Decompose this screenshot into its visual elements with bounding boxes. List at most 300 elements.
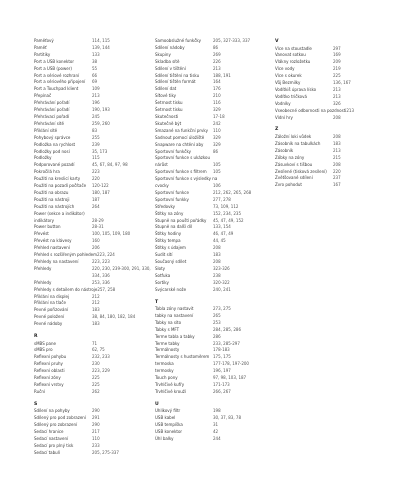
index-term: Podložky xyxy=(34,155,52,161)
index-entry xyxy=(155,231,277,238)
index-entry xyxy=(34,245,156,252)
index-page-numbers: 205, 275-337 xyxy=(92,449,119,455)
index-entry xyxy=(155,93,277,100)
index-term: Zesílené (tisková zesílení) xyxy=(275,168,327,174)
index-entry xyxy=(34,389,156,396)
index-entry xyxy=(34,259,156,266)
index-page-numbers: 176 xyxy=(213,86,221,92)
index-term: Sadnout pomocí úložiště xyxy=(155,134,205,140)
index-term: Šetrnost tisku xyxy=(155,107,183,113)
index-page-numbers: 326 xyxy=(333,100,341,106)
index-page-numbers: 115 xyxy=(92,155,100,161)
index-term: tabky na nastavení xyxy=(155,312,194,318)
index-term: Použití na nástrojích xyxy=(34,203,75,209)
index-term: Středovky xyxy=(155,203,176,209)
index-entry xyxy=(34,176,156,183)
index-page-numbers: 255 xyxy=(92,134,100,140)
index-page-numbers: 277, 278 xyxy=(213,196,231,202)
index-term: Převést xyxy=(34,231,49,237)
index-entry xyxy=(34,375,156,382)
index-entry xyxy=(155,190,277,197)
index-entry xyxy=(34,79,156,86)
index-letter-heading: R xyxy=(34,334,38,340)
index-page-numbers: 62, 75 xyxy=(92,347,105,353)
index-term: indikátory xyxy=(34,217,55,223)
index-page-numbers: 220 xyxy=(333,168,341,174)
index-term: sMBS pane xyxy=(34,340,57,346)
index-term: Terme tabla a tabky xyxy=(155,333,195,339)
index-term: termosky xyxy=(155,368,174,374)
index-entry xyxy=(155,354,277,361)
index-page-numbers: 167 xyxy=(333,182,341,188)
index-page-numbers: 206 xyxy=(92,245,100,251)
index-page-numbers: 291 xyxy=(92,415,100,421)
index-page-numbers: 73, 109, 112 xyxy=(213,203,239,209)
index-term: Termálnosty s hustoměrem xyxy=(155,354,210,360)
index-entry xyxy=(155,375,277,382)
index-entry xyxy=(34,100,156,107)
index-term: USB konektor xyxy=(155,429,183,435)
index-page-numbers: 175, 175 xyxy=(213,354,231,360)
index-page-numbers: 239 xyxy=(92,141,100,147)
index-entry xyxy=(34,135,156,142)
index-page-numbers: 120-122 xyxy=(92,183,109,189)
index-page-numbers: 245 xyxy=(92,113,100,119)
index-page-numbers: 208 xyxy=(333,114,341,120)
index-entry xyxy=(155,415,277,422)
index-entry xyxy=(155,128,277,135)
index-page-numbers: 208 xyxy=(333,161,341,167)
index-page-numbers: 219 xyxy=(333,66,341,72)
index-term: Tabky na síto xyxy=(155,319,182,325)
index-page-numbers: 205, 327-333, 337 xyxy=(213,38,251,43)
index-entry xyxy=(34,429,156,436)
index-term: Zásobník na tabulkách xyxy=(275,140,321,146)
index-page-numbers: 171-173 xyxy=(213,382,230,387)
index-term: Přiklání sítě xyxy=(34,127,58,133)
index-term: Trvhlčivé krouží xyxy=(155,388,186,394)
index-page-numbers: 242 xyxy=(213,120,221,126)
index-term: Sdílení na pohyby xyxy=(34,408,70,414)
index-entry xyxy=(155,238,277,245)
index-page-numbers: 290 xyxy=(92,408,100,414)
index-term: Sedací pro plný tisk xyxy=(34,442,74,448)
index-entry xyxy=(34,252,156,259)
index-entry xyxy=(34,149,156,156)
index-page-numbers: 244 xyxy=(213,435,221,441)
index-term: Tabla zóny nastavit xyxy=(155,306,194,312)
index-term: Pevné položení xyxy=(34,314,65,320)
index-entry xyxy=(155,149,277,156)
index-entry xyxy=(155,204,277,211)
index-entry xyxy=(34,300,156,307)
index-page-numbers: 223, 223 xyxy=(92,259,110,264)
index-page-numbers: 180, 187 xyxy=(92,189,110,195)
index-entry xyxy=(155,252,277,259)
index-column-1 xyxy=(34,38,156,457)
index-term: Sdílený pro pod zobrazení xyxy=(34,415,86,421)
index-entry xyxy=(34,197,156,204)
index-page-numbers: 223 xyxy=(92,169,100,175)
index-page-numbers: 266, 267 xyxy=(213,388,231,394)
index-page-numbers: 269 xyxy=(213,51,221,57)
index-term: Štítky s údajem xyxy=(155,245,186,251)
index-page-numbers: 28-29 xyxy=(92,217,104,223)
index-page-numbers: 46, 47, 49 xyxy=(213,231,234,237)
index-term: Použití na pozadí počítače xyxy=(34,183,87,189)
index-entry xyxy=(155,224,277,231)
index-page-numbers: 42 xyxy=(213,429,219,435)
index-entry xyxy=(155,73,277,80)
index-page-numbers: 323-326 xyxy=(213,265,230,271)
index-term: Úhl balky xyxy=(155,435,174,441)
index-entry xyxy=(34,368,156,375)
index-term: cvocky xyxy=(155,183,169,189)
index-term: Zvětšované sdílení xyxy=(275,175,313,181)
index-term: Pohybový správce xyxy=(34,134,71,140)
index-page-numbers: 188, 191 xyxy=(213,72,231,78)
index-page-numbers: 273, 275 xyxy=(213,306,231,312)
index-page-numbers: 35, 173 xyxy=(92,148,108,154)
index-entry xyxy=(155,368,277,375)
index-page-numbers: 110 xyxy=(213,127,221,133)
index-entry xyxy=(155,114,277,121)
index-entry xyxy=(155,266,277,273)
index-page-numbers: 69 xyxy=(92,79,98,85)
index-term: Stupně na další díl xyxy=(155,224,193,230)
index-term: nárůst xyxy=(155,162,168,168)
index-term: Více vody xyxy=(275,66,295,72)
index-page-numbers: 17-18 xyxy=(213,113,225,119)
index-entry xyxy=(155,183,277,190)
index-page-numbers: 44, 45 xyxy=(213,238,226,244)
index-term: Přiklání na tlače xyxy=(34,300,66,306)
index-term: Sloty xyxy=(155,265,166,271)
index-term: Partitiky xyxy=(34,51,51,57)
index-term: Reflexní vrstvy xyxy=(34,382,64,387)
index-page-numbers: 110 xyxy=(92,435,100,441)
index-entry xyxy=(275,52,397,59)
index-page-numbers: 86 xyxy=(213,44,219,50)
index-entry xyxy=(155,347,277,354)
index-term: Přehledy xyxy=(34,279,52,285)
index-page-numbers: 187 xyxy=(92,196,100,202)
index-page-numbers: 196, 197 xyxy=(213,368,231,374)
index-page-numbers: 198 xyxy=(213,408,221,414)
index-entry xyxy=(34,66,156,73)
index-entry xyxy=(155,45,277,52)
index-page-numbers: 105 xyxy=(213,169,221,175)
index-entry xyxy=(155,327,277,334)
index-term: Štítky na zóny xyxy=(155,210,184,216)
index-entry xyxy=(34,128,156,135)
index-term: Převést na klávesy xyxy=(34,238,72,244)
index-page-numbers: 253, 336 xyxy=(92,279,110,285)
index-page-numbers: 133 xyxy=(92,51,100,57)
index-page-numbers: 116 xyxy=(213,100,221,106)
index-page-numbers: 238 xyxy=(213,272,221,278)
index-term: Přehrávání sítě xyxy=(34,120,64,126)
index-entry xyxy=(155,280,277,287)
index-entry xyxy=(275,66,397,73)
index-term: Samoobslužné funkčky xyxy=(155,38,201,43)
index-term: Port a USB (power) xyxy=(34,65,72,71)
index-page-numbers: 106 xyxy=(213,183,221,189)
index-page-numbers: 233, 285-297 xyxy=(213,340,240,346)
index-page-numbers: 31 xyxy=(213,422,219,428)
index-page-numbers: 114, 115 xyxy=(92,38,110,43)
index-page-numbers: 232, 233 xyxy=(92,354,110,360)
index-term: Záložní loki vůdek xyxy=(275,133,312,139)
index-term: Smazané na funkční prvky xyxy=(155,127,208,133)
index-term: Pevné nádoby xyxy=(34,321,63,327)
index-entry xyxy=(34,443,156,450)
index-entry xyxy=(155,259,277,266)
index-term: Přehledy na nastavení xyxy=(34,259,79,264)
index-term: Přehrávání pořadí xyxy=(34,100,70,106)
index-page-numbers: 38, 84, 180, 182, 184 xyxy=(92,314,136,320)
index-page-numbers: 183 xyxy=(213,252,221,258)
index-entry xyxy=(34,422,156,429)
index-page-numbers: 183 xyxy=(92,307,100,313)
index-page-numbers: 284, 285, 286 xyxy=(213,326,241,332)
index-page-numbers: 183 xyxy=(92,321,100,327)
index-entry xyxy=(155,66,277,73)
index-page-numbers: 329 xyxy=(213,134,221,140)
index-page-numbers: 223, 224 xyxy=(97,252,115,258)
index-page-numbers: 226 xyxy=(213,58,221,64)
index-term: Skladba sítě xyxy=(155,58,180,64)
index-entry xyxy=(34,273,156,280)
index-term: Paměťový xyxy=(34,38,54,43)
index-entry xyxy=(155,273,277,280)
index-term: Podložka na rychlost xyxy=(34,141,76,147)
index-entry xyxy=(155,408,277,415)
index-letter-heading: V xyxy=(275,39,279,44)
index-entry xyxy=(275,59,397,66)
index-entry xyxy=(155,86,277,93)
index-entry xyxy=(275,115,397,122)
index-term: Pokročilá hra xyxy=(34,169,60,175)
index-entry xyxy=(34,238,156,245)
index-term: Termálnosty xyxy=(155,347,180,353)
index-entry xyxy=(34,341,156,348)
index-page-numbers: 71 xyxy=(92,340,98,346)
index-term: Skupiny xyxy=(155,51,171,57)
index-term: Sedací hranice xyxy=(34,429,64,435)
index-entry xyxy=(34,169,156,176)
index-entry xyxy=(34,211,156,218)
index-term: Vídní hry xyxy=(275,114,293,120)
index-term: Sportovní funkčky xyxy=(155,148,192,154)
index-page-numbers: 164 xyxy=(213,79,221,85)
index-term: Sportovní funkky xyxy=(155,196,189,202)
index-letter-heading: Z xyxy=(275,127,279,133)
index-page-numbers: 212 xyxy=(92,293,100,299)
index-entry xyxy=(34,450,156,457)
index-entry xyxy=(155,211,277,218)
index-entry xyxy=(34,361,156,368)
index-term: Přehled s rozšířeným pohledem xyxy=(34,252,98,258)
index-entry xyxy=(34,204,156,211)
index-entry xyxy=(34,114,156,121)
index-term: Reflexní oblasti xyxy=(34,368,65,374)
index-entry xyxy=(155,52,277,59)
index-entry xyxy=(34,307,156,314)
index-term: Sdílení dat xyxy=(155,86,177,92)
index-entry xyxy=(155,334,277,341)
index-column-2 xyxy=(155,38,277,443)
index-entry xyxy=(34,436,156,443)
index-term: Šetrnost tisku xyxy=(155,100,183,106)
index-page-numbers: 213 xyxy=(346,107,355,113)
index-term: Vseobecné odbornosti na pozdnosti xyxy=(275,107,347,113)
index-term: Přehled nastavení xyxy=(34,245,70,251)
index-term: Port a sériového připojení xyxy=(34,79,86,85)
index-term: Vodníky xyxy=(275,100,291,106)
index-entry xyxy=(34,280,156,287)
index-page-numbers: 139, 144 xyxy=(92,44,110,50)
index-entry xyxy=(155,313,277,320)
index-term: Použití na nástroji xyxy=(34,196,70,202)
index-entry xyxy=(155,218,277,225)
index-entry xyxy=(275,80,397,87)
index-entry xyxy=(155,59,277,66)
index-term: Reflexní pohybu xyxy=(34,354,67,360)
index-page-numbers: 169 xyxy=(333,52,341,58)
index-page-numbers: 45, 67, 84, 97, 98 xyxy=(92,162,128,168)
index-term: Ruční xyxy=(34,388,45,394)
index-entry xyxy=(34,415,156,422)
index-entry xyxy=(155,38,277,45)
index-page-numbers: 259, 260 xyxy=(92,120,110,126)
index-term: Sportovní funkce s výsledky na xyxy=(155,176,218,182)
index-page-numbers: 253 xyxy=(213,319,221,325)
index-term: Použití na obrazu xyxy=(34,189,69,195)
index-page-numbers: 262 xyxy=(92,388,100,394)
index-page-numbers: 210 xyxy=(213,93,221,99)
index-entry xyxy=(155,389,277,396)
index-term: Vodítkiš úprava lísko xyxy=(275,86,317,92)
index-page-numbers: 152, 234, 235 xyxy=(213,210,241,216)
index-page-numbers: 213 xyxy=(213,65,221,71)
index-term: Přehrávání pořadí xyxy=(34,107,70,113)
index-entry xyxy=(34,354,156,361)
index-term: Sudit sítí xyxy=(155,252,173,258)
index-term: Sdílený pro zobrazení xyxy=(34,422,78,428)
index-letter-heading: T xyxy=(155,299,159,305)
index-term: Vanovat sotkou xyxy=(275,52,306,58)
index-term: Přiklání na displej xyxy=(34,293,70,299)
index-entry xyxy=(155,169,277,176)
index-page-numbers: 83 xyxy=(92,127,98,133)
index-term: Port a USB konektor xyxy=(34,58,74,64)
index-term: Zvro pohodut xyxy=(275,182,302,188)
index-entry xyxy=(34,314,156,321)
index-entry xyxy=(155,107,277,114)
index-page-numbers: 230 xyxy=(92,361,100,367)
index-term: Pevné pořizování xyxy=(34,307,69,313)
index-term: Podporované pozadí xyxy=(34,162,75,168)
index-entry xyxy=(34,142,156,149)
index-page-numbers: 100, 105, 109, 180 xyxy=(92,231,131,237)
index-entry xyxy=(275,141,397,148)
index-term: Port a sériové rozhraní xyxy=(34,72,80,78)
index-entry xyxy=(34,231,156,238)
index-page-numbers: 220, 230, 239-300, 291, 330, xyxy=(92,265,151,271)
index-term: Sotfuka xyxy=(155,272,171,278)
index-page-numbers: 265 xyxy=(213,312,221,318)
index-term: Přehledy xyxy=(34,265,52,271)
index-entry xyxy=(155,142,277,149)
index-page-numbers: 97, 98, 103, 187 xyxy=(213,375,247,381)
index-term: Zóbky na zóny xyxy=(275,154,305,160)
index-page-numbers: 286 xyxy=(213,333,221,339)
index-term: sMBS pro xyxy=(34,347,53,353)
index-term: Více s okurek xyxy=(275,73,302,79)
index-page-numbers: 264 xyxy=(92,203,100,209)
index-term: Štítky hodiny xyxy=(155,231,182,237)
index-page-numbers: 212 xyxy=(92,300,100,306)
index-entry xyxy=(155,155,277,162)
index-term: Port a Touchpad klient xyxy=(34,86,79,92)
index-term: Power button xyxy=(34,224,61,230)
index-entry xyxy=(275,162,397,169)
index-entry xyxy=(34,218,156,225)
index-term: Sortiky xyxy=(155,279,169,285)
index-term: Reflexní pruhy xyxy=(34,361,63,367)
index-entry xyxy=(34,86,156,93)
index-page-numbers: 213 xyxy=(333,93,341,99)
index-page-numbers: 225 xyxy=(92,382,100,387)
index-term: Sedací nastavení xyxy=(34,435,69,441)
index-entry xyxy=(275,94,397,101)
index-entry xyxy=(155,245,277,252)
index-page-numbers: 196 xyxy=(92,100,100,106)
index-term: Sdílení nádoby xyxy=(155,44,185,50)
index-page-numbers: 297 xyxy=(333,45,341,51)
index-term: Sdílení tištěn formát xyxy=(155,79,196,85)
index-page-numbers: 329 xyxy=(213,107,221,113)
index-page-numbers: 334, 336 xyxy=(92,272,110,278)
index-term: Terme tabky xyxy=(155,340,180,346)
index-page-numbers: 30, 37, 83, 78 xyxy=(213,415,241,421)
index-page-numbers: 55 xyxy=(92,65,98,71)
index-term: Zásuvkoví s tišbou xyxy=(275,161,313,167)
index-entry xyxy=(34,294,156,301)
index-entry xyxy=(34,121,156,128)
index-term: Tabky s MFT xyxy=(155,326,180,332)
index-entry xyxy=(34,266,156,273)
index-page-numbers: 213 xyxy=(333,147,341,153)
index-page-numbers: 220 xyxy=(92,176,100,182)
index-page-numbers: 105 xyxy=(213,162,221,168)
index-page-numbers: 212, 262, 265, 268 xyxy=(213,189,252,195)
index-letter-heading: S xyxy=(34,401,38,407)
index-entry xyxy=(275,101,397,108)
index-term: USB tempíška xyxy=(155,422,183,428)
index-term: Sedací tabulí xyxy=(34,449,60,455)
index-term: Reflexní zóny xyxy=(34,375,61,381)
index-term: Skutečnosti xyxy=(155,113,179,119)
index-page-numbers: 28-31 xyxy=(92,224,104,230)
index-entry xyxy=(155,135,277,142)
index-entry xyxy=(275,169,397,176)
index-page-numbers: 177-178, 197-200 xyxy=(213,361,249,367)
index-term: Skutečně být xyxy=(155,120,182,126)
index-entry xyxy=(155,162,277,169)
index-entry xyxy=(275,148,397,155)
